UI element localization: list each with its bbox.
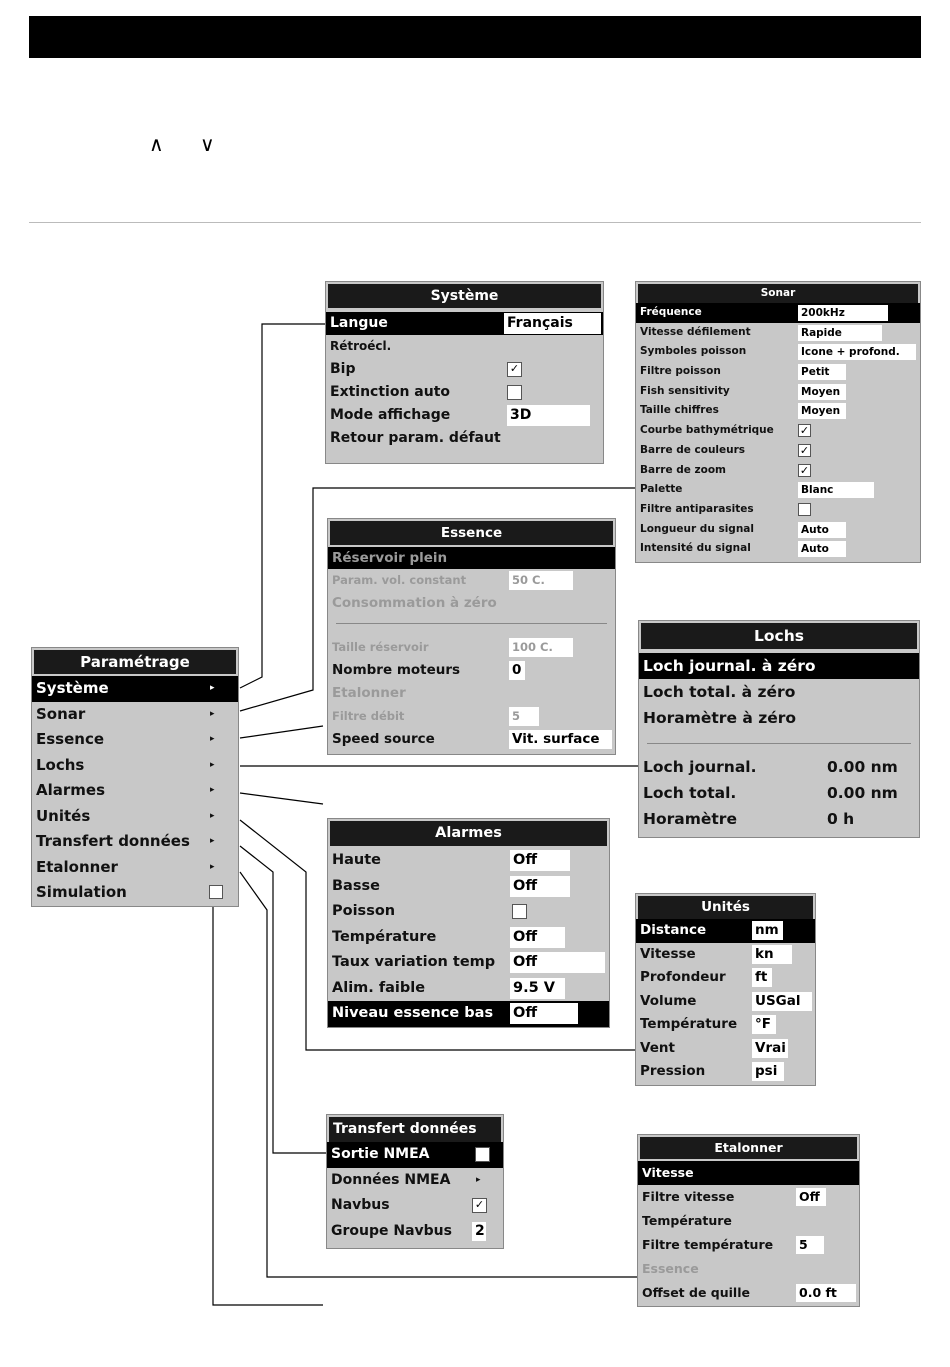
row-label: Palette <box>640 483 683 496</box>
distance-value[interactable]: nm <box>752 921 783 940</box>
separator <box>647 743 911 744</box>
unites-row-volume[interactable] <box>636 990 815 1014</box>
transfert-title: Transfert données <box>329 1117 501 1142</box>
taille-chiffres-value[interactable]: Moyen <box>798 403 846 419</box>
sonar-row-barre-couleurs[interactable] <box>636 441 920 461</box>
poisson-checkbox[interactable] <box>512 904 527 919</box>
systeme-row-retroecl[interactable] <box>326 335 603 358</box>
transfert-row-groupe[interactable] <box>327 1219 503 1245</box>
parametrage-menu <box>31 647 239 907</box>
pression-value[interactable]: psi <box>752 1062 784 1081</box>
chevron-right-icon: ▸ <box>210 785 215 795</box>
row-label: Speed source <box>332 731 435 747</box>
row-label: Retour param. défaut <box>330 430 501 446</box>
row-label: Pression <box>640 1063 706 1079</box>
filtre-debit-value[interactable]: 5 <box>509 707 539 726</box>
row-label: Navbus <box>331 1197 390 1213</box>
row-label: Distance <box>640 922 707 938</box>
unites-row-vent[interactable] <box>636 1037 815 1061</box>
row-label: Fish sensitivity <box>640 384 730 397</box>
alarmes-panel <box>327 818 610 1028</box>
row-label: Loch journal. <box>643 758 757 776</box>
unites-row-profondeur[interactable] <box>636 966 815 990</box>
essence-row-filtre-debit[interactable] <box>328 705 615 728</box>
lochs-reading-total <box>639 780 919 806</box>
antiparasites-checkbox[interactable] <box>798 503 811 516</box>
essence-row-consommation[interactable] <box>328 592 615 615</box>
sonar-row-vitesse[interactable] <box>636 323 920 343</box>
haute-value[interactable]: Off <box>510 850 570 871</box>
menu-item-label: Etalonner <box>36 857 118 876</box>
menu-item-label: Simulation <box>36 883 127 901</box>
symboles-value[interactable]: Icone + profond. <box>798 344 916 360</box>
menu-item-label: Lochs <box>36 755 85 774</box>
chevron-right-icon: ▸ <box>210 734 215 744</box>
menu-item-label: Unités <box>36 806 91 825</box>
alarmes-row-haute[interactable] <box>328 848 609 874</box>
row-label: Loch total. <box>643 784 737 802</box>
speed-source-value[interactable]: Vit. surface <box>509 730 612 749</box>
row-label: Horamètre <box>643 810 737 828</box>
transfert-row-navbus[interactable] <box>327 1193 503 1219</box>
etalonner-row-offset[interactable] <box>638 1281 859 1305</box>
systeme-row-retour[interactable] <box>326 427 603 450</box>
palette-value[interactable]: Blanc <box>798 482 874 498</box>
vitesse-defilement-value[interactable]: Rapide <box>798 325 882 341</box>
frequence-value[interactable]: 200kHz <box>798 305 888 321</box>
nombre-moteurs-value[interactable]: 0 <box>509 661 525 680</box>
chevron-right-icon: ▸ <box>210 708 215 719</box>
row-label: Vitesse <box>642 1165 694 1180</box>
sonar-row-courbe[interactable] <box>636 421 920 441</box>
unites-title: Unités <box>638 896 813 919</box>
systeme-row-langue[interactable] <box>326 312 603 335</box>
lochs-panel <box>638 620 920 838</box>
row-label: Courbe bathymétrique <box>640 424 774 437</box>
row-label: Horamètre à zéro <box>643 709 797 727</box>
row-label: Consommation à zéro <box>332 595 497 611</box>
row-label: Volume <box>640 992 697 1009</box>
alarmes-row-niveau[interactable] <box>328 1001 609 1027</box>
menu-item-label: Système <box>36 679 109 697</box>
sonar-row-frequence[interactable] <box>636 303 920 323</box>
temperature-value[interactable]: Off <box>510 927 565 948</box>
vent-value[interactable]: Vrai <box>752 1039 788 1058</box>
row-label: Basse <box>332 877 380 894</box>
row-label: Filtre antiparasites <box>640 502 754 515</box>
alarmes-row-basse[interactable] <box>328 874 609 900</box>
row-label: Données NMEA <box>331 1171 451 1188</box>
row-label: Nombre moteurs <box>332 662 461 678</box>
longueur-value[interactable]: Auto <box>798 522 846 538</box>
menu-item-transfert[interactable] <box>32 829 238 855</box>
row-label: Température <box>332 928 437 945</box>
navbus-checkbox[interactable]: ✓ <box>472 1198 487 1213</box>
chevron-right-icon: ▸ <box>210 836 215 846</box>
row-label: Fréquence <box>640 306 702 318</box>
row-label: Mode affichage <box>330 407 451 423</box>
menu-item-sonar[interactable] <box>32 702 238 728</box>
etalonner-row-essence[interactable] <box>638 1257 859 1281</box>
unites-row-vitesse[interactable] <box>636 943 815 967</box>
transfert-row-donnees[interactable] <box>327 1168 503 1194</box>
alarmes-row-temperature[interactable] <box>328 925 609 951</box>
chevron-right-icon: ▸ <box>210 759 215 770</box>
row-label: Réservoir plein <box>332 550 448 566</box>
row-label: Température <box>642 1213 732 1228</box>
sonar-panel <box>635 281 921 563</box>
mode-value[interactable]: 3D <box>507 405 590 426</box>
row-label: Taille réservoir <box>332 640 429 654</box>
row-label: Température <box>640 1016 738 1032</box>
row-label: Bip <box>330 361 356 377</box>
essence-row-param-vol[interactable] <box>328 569 615 592</box>
row-label: Etalonner <box>332 685 406 701</box>
row-label: Langue <box>330 315 388 331</box>
essence-row-nombre-moteurs[interactable] <box>328 659 615 682</box>
parametrage-title: Paramétrage <box>34 650 236 674</box>
sonar-row-palette[interactable] <box>636 480 920 500</box>
sonar-row-symboles[interactable] <box>636 342 920 362</box>
row-label: Haute <box>332 852 382 868</box>
profondeur-value[interactable]: ft <box>752 968 772 987</box>
sonar-row-longueur[interactable] <box>636 520 920 540</box>
sonar-title: Sonar <box>638 284 918 303</box>
transfert-panel <box>326 1114 504 1249</box>
barre-zoom-checkbox[interactable]: ✓ <box>799 463 810 477</box>
unites-panel <box>635 893 816 1086</box>
row-label: Sortie NMEA <box>331 1146 430 1162</box>
alarmes-row-taux[interactable] <box>328 950 609 976</box>
menu-item-alarmes[interactable] <box>32 778 238 804</box>
row-label: Essence <box>642 1261 699 1276</box>
row-label: Filtre vitesse <box>642 1189 735 1204</box>
vitesse-value[interactable]: kn <box>752 945 792 964</box>
systeme-panel <box>325 281 604 464</box>
row-label: Vitesse défilement <box>640 325 751 338</box>
row-label: Filtre poisson <box>640 365 721 378</box>
langue-value[interactable]: Français <box>504 313 601 334</box>
chevron-right-icon: ▸ <box>210 683 215 693</box>
row-label: Filtre débit <box>332 709 405 723</box>
row-label: Barre de zoom <box>640 463 726 476</box>
row-label: Vent <box>640 1039 675 1056</box>
menu-item-lochs[interactable] <box>32 753 238 779</box>
intensite-value[interactable]: Auto <box>798 541 846 557</box>
menu-item-label: Essence <box>36 730 105 748</box>
row-label: Niveau essence bas <box>332 1005 494 1021</box>
filtre-temperature-value[interactable]: 5 <box>796 1236 824 1254</box>
unites-row-distance[interactable] <box>636 919 815 943</box>
unites-row-pression[interactable] <box>636 1060 815 1084</box>
bip-checkbox[interactable]: ✓ <box>507 362 522 377</box>
systeme-title: Système <box>328 284 601 308</box>
row-label: Offset de quille <box>642 1285 750 1300</box>
extinction-checkbox[interactable] <box>507 385 522 400</box>
row-label: Groupe Navbus <box>331 1222 452 1239</box>
row-label: Longueur du signal <box>640 522 754 535</box>
separator <box>336 623 607 624</box>
essence-panel <box>327 518 616 755</box>
down-arrow-icon: ∨ <box>200 132 215 156</box>
row-label: Poisson <box>332 903 396 919</box>
essence-row-etalonner[interactable] <box>328 682 615 705</box>
simulation-checkbox[interactable] <box>209 885 223 899</box>
param-vol-value[interactable]: 50 C. <box>509 571 573 590</box>
systeme-row-mode[interactable] <box>326 404 603 427</box>
basse-value[interactable]: Off <box>510 876 570 897</box>
fish-sensitivity-value[interactable]: Moyen <box>798 384 846 400</box>
chevron-right-icon: ▸ <box>210 861 215 872</box>
essence-row-speed-source[interactable] <box>328 728 615 751</box>
alim-value[interactable]: 9.5 V <box>510 978 565 999</box>
filtre-vitesse-value[interactable]: Off <box>796 1188 826 1206</box>
etalonner-panel <box>637 1134 860 1307</box>
lochs-action-horametre[interactable] <box>639 705 919 731</box>
niveau-value[interactable]: Off <box>510 1003 578 1024</box>
sonar-row-intensite[interactable] <box>636 539 920 559</box>
row-label: Taux variation temp <box>332 954 496 970</box>
menu-item-label: Sonar <box>36 704 86 723</box>
essence-row-reservoir-plein[interactable] <box>328 547 615 569</box>
alarmes-row-poisson[interactable] <box>328 899 609 925</box>
row-label: Vitesse <box>640 945 696 962</box>
menu-item-label: Alarmes <box>36 781 106 799</box>
lochs-title: Lochs <box>641 623 917 649</box>
row-label: Filtre température <box>642 1237 774 1252</box>
row-label: Profondeur <box>640 969 726 985</box>
courbe-checkbox[interactable]: ✓ <box>799 424 810 438</box>
chevron-right-icon: ▸ <box>210 810 215 821</box>
sonar-row-filtre-poisson[interactable] <box>636 362 920 382</box>
menu-item-etalonner[interactable] <box>32 855 238 881</box>
row-label: Loch journal. à zéro <box>643 657 816 675</box>
sortie-nmea-checkbox[interactable] <box>475 1147 490 1162</box>
etalonner-row-temperature[interactable] <box>638 1209 859 1233</box>
lochs-action-journal[interactable] <box>639 653 919 679</box>
sonar-row-barre-zoom[interactable] <box>636 461 920 481</box>
sonar-row-taille[interactable] <box>636 401 920 421</box>
row-label: Loch total. à zéro <box>643 683 796 701</box>
row-label: Symboles poisson <box>640 345 747 358</box>
transfert-row-sortie[interactable] <box>327 1142 503 1168</box>
menu-item-label: Transfert données <box>36 832 190 850</box>
taux-value[interactable]: Off <box>510 952 605 973</box>
filtre-poisson-value[interactable]: Petit <box>798 364 846 380</box>
menu-item-essence[interactable] <box>32 727 238 753</box>
temperature-unit-value[interactable]: °F <box>752 1015 776 1034</box>
etalonner-title: Etalonner <box>640 1137 857 1159</box>
sonar-row-filtre-antiparasites[interactable] <box>636 500 920 520</box>
essence-title: Essence <box>330 521 613 545</box>
etalonner-row-vitesse[interactable] <box>638 1161 859 1185</box>
lochs-action-total[interactable] <box>639 679 919 705</box>
lochs-reading-horametre <box>639 806 919 832</box>
row-label: Taille chiffres <box>640 404 719 417</box>
sonar-row-fish-sensitivity[interactable] <box>636 382 920 402</box>
reading-value: 0.00 nm <box>827 784 898 802</box>
row-label: Param. vol. constant <box>332 573 467 587</box>
etalonner-row-filtre-temperature[interactable] <box>638 1233 859 1257</box>
groupe-navbus-value[interactable]: 2 <box>472 1222 486 1241</box>
menu-item-unites[interactable] <box>32 804 238 830</box>
offset-quille-value[interactable]: 0.0 ft <box>796 1284 856 1302</box>
lochs-reading-journal <box>639 754 919 780</box>
etalonner-row-filtre-vitesse[interactable] <box>638 1185 859 1209</box>
alarmes-title: Alarmes <box>330 821 607 846</box>
volume-value[interactable]: USGal <box>752 992 812 1011</box>
row-label: Extinction auto <box>330 384 451 400</box>
barre-couleurs-checkbox[interactable]: ✓ <box>799 443 810 457</box>
menu-item-simulation[interactable] <box>32 880 238 906</box>
unites-row-temperature[interactable] <box>636 1013 815 1037</box>
up-arrow-icon: ∧ <box>149 132 164 156</box>
reading-value: 0 h <box>827 810 855 828</box>
chevron-right-icon: ▸ <box>476 1174 481 1185</box>
essence-row-taille[interactable] <box>328 636 615 659</box>
systeme-row-bip[interactable] <box>326 358 603 381</box>
row-label: Rétroécl. <box>330 339 392 353</box>
taille-reservoir-value[interactable]: 100 C. <box>509 638 573 657</box>
reading-value: 0.00 nm <box>827 758 898 776</box>
systeme-row-extinction[interactable] <box>326 381 603 404</box>
alarmes-row-alim[interactable] <box>328 976 609 1002</box>
row-label: Intensité du signal <box>640 542 751 555</box>
row-label: Barre de couleurs <box>640 443 746 456</box>
row-label: Alim. faible <box>332 979 426 996</box>
menu-item-systeme[interactable] <box>32 676 238 702</box>
